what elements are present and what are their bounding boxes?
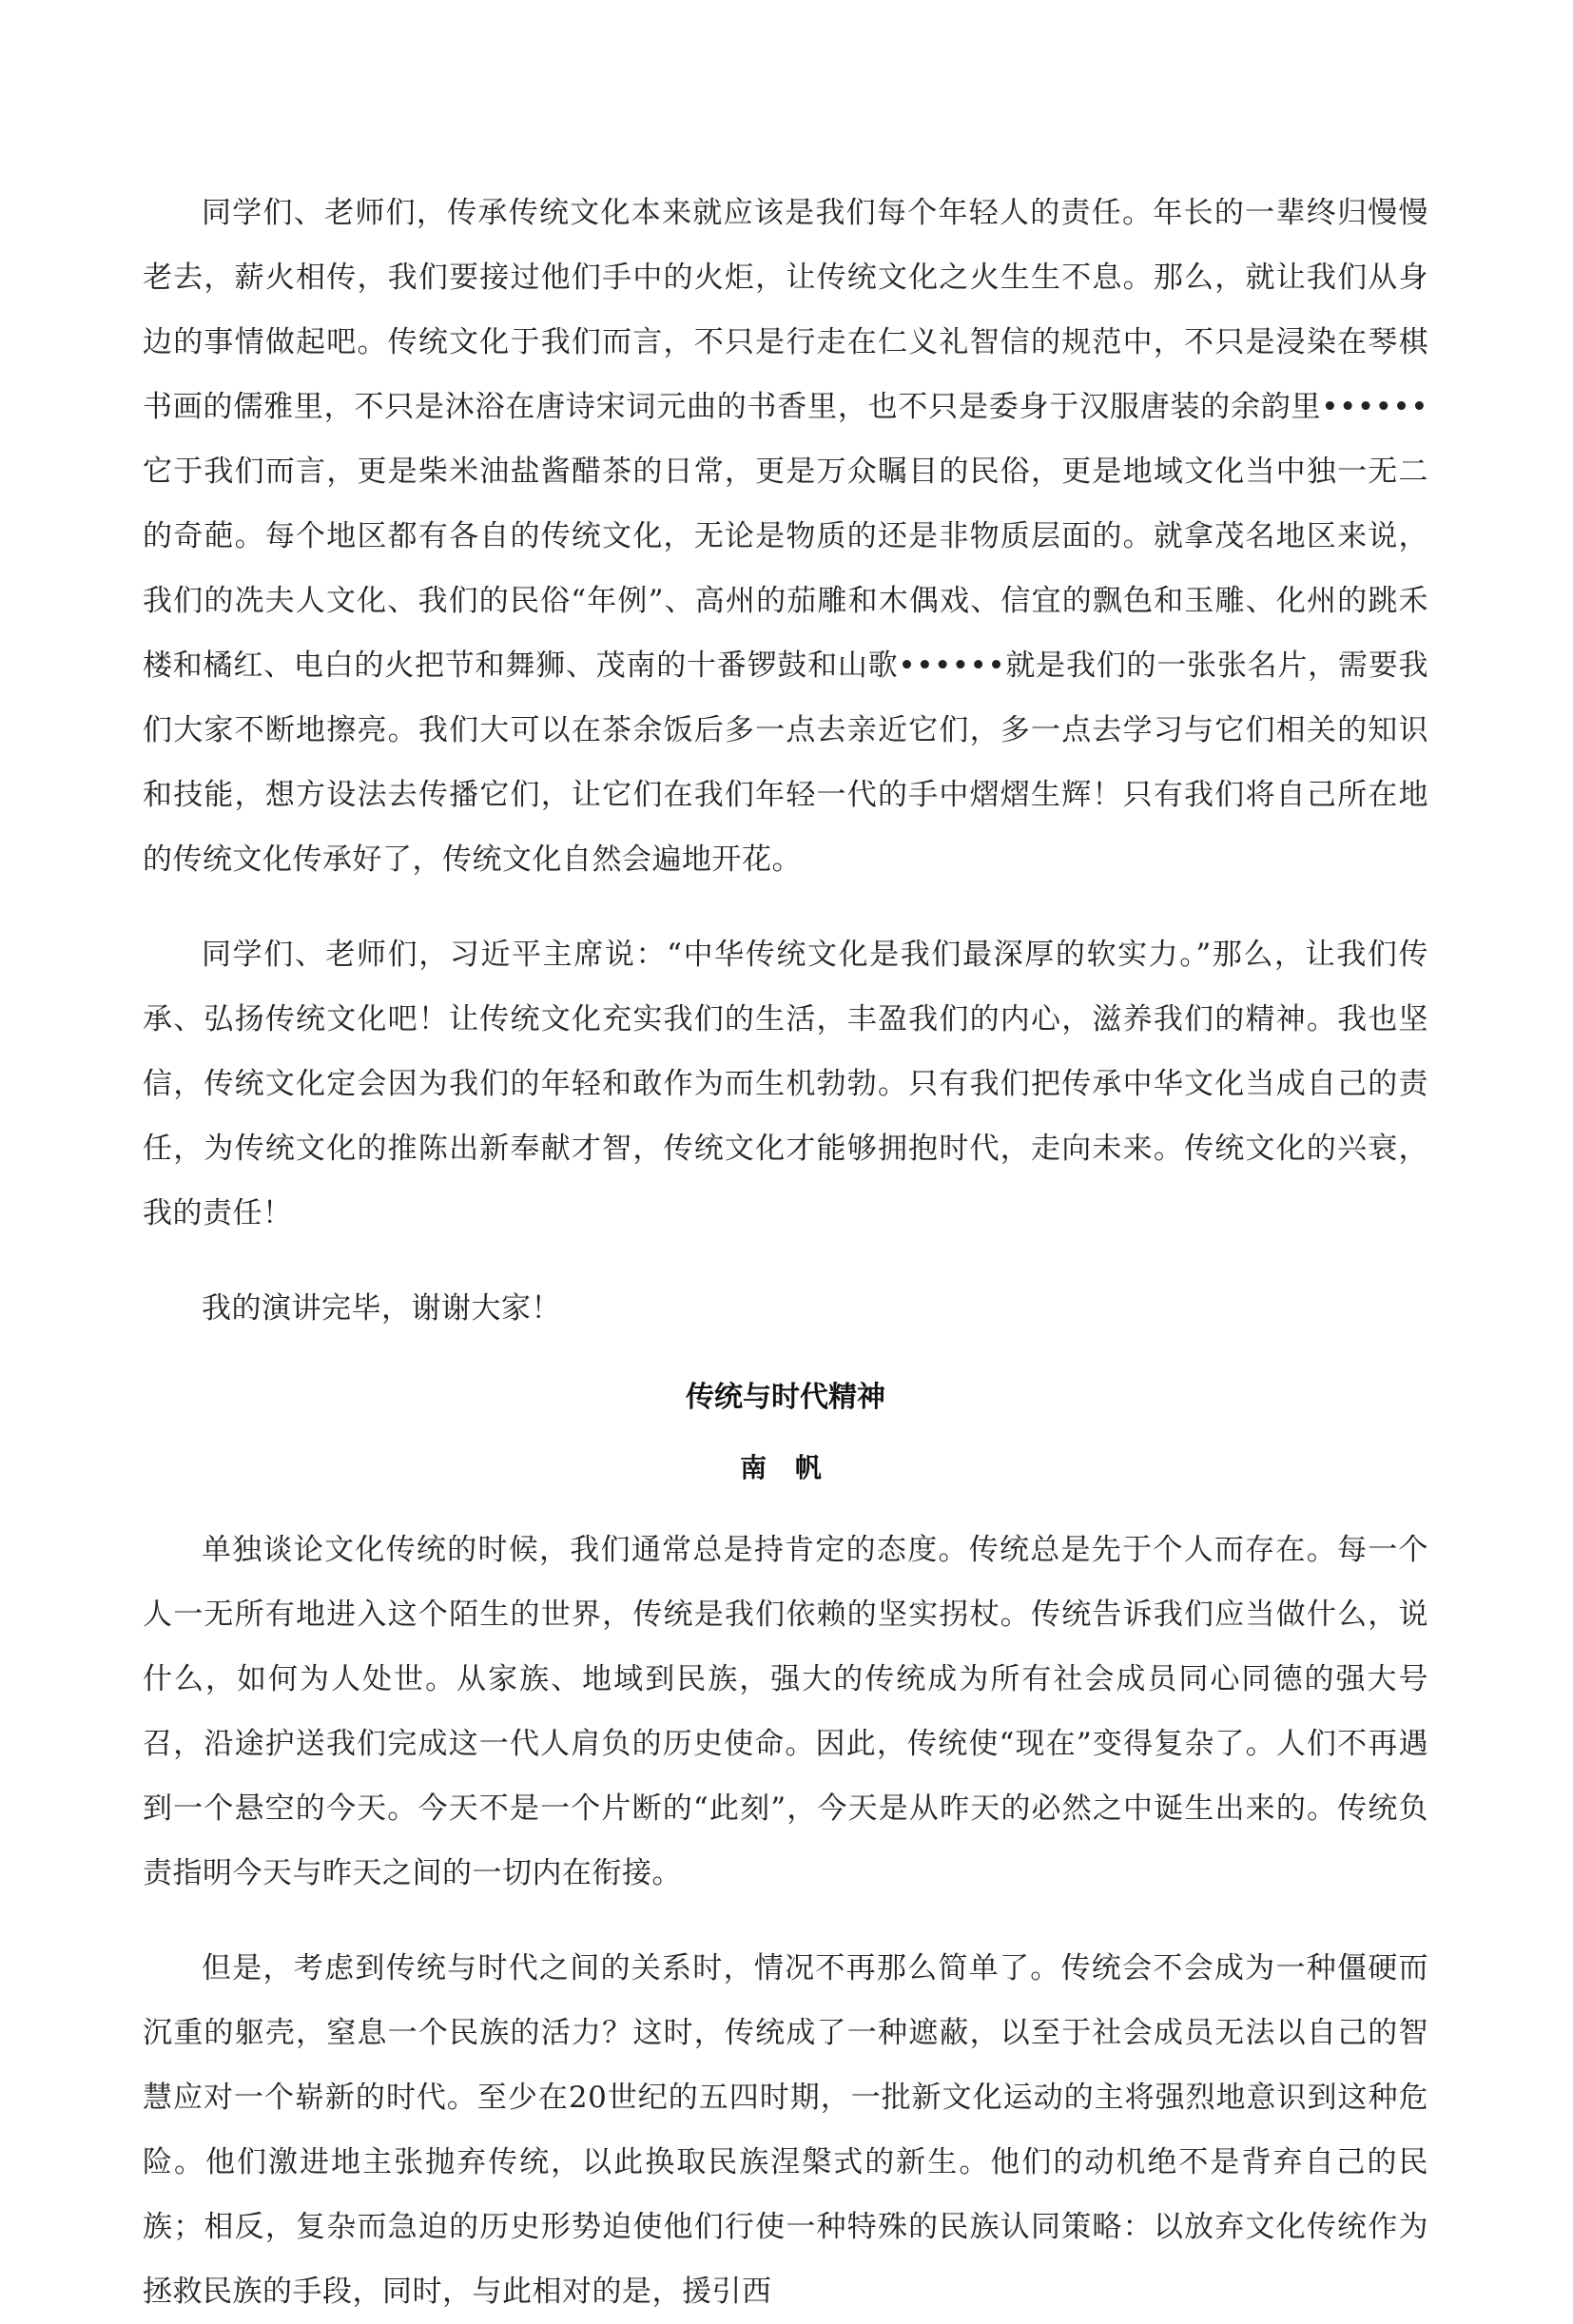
speech-closing: 我的演讲完毕，谢谢大家！ — [202, 1291, 561, 1326]
article-author: 南 帆 — [740, 1452, 831, 1483]
article-paragraph-1: 单独谈论文化传统的时候，我们通常总是持肯定的态度。传统总是先于个人而存在。每一个人一无所有地进入这个陌生的世界，传统是我们依赖的坚实拐杖。传统告诉我们应当做什么，说什么，如何为人处世。从家族、地域到民族，强大的传统成为所有社会成员同心同德的强大号召，沿途护送我们完成这一代人肩负的历史使命。因此，传统使“现在”变得复杂了。人们不再遇到一个悬空的今天。今天不是一个片断的“此刻”，今天是从昨天的必然之中诞生出来的。传统负责指明今天与昨天之间的一切内在衔接。 — [143, 1533, 1428, 1890]
speech-paragraph-1: 同学们、老师们，传承传统文化本来就应该是我们每个年轻人的责任。年长的一辈终归慢慢老去，薪火相传，我们要接过他们手中的火炬，让传统文化之火生生不息。那么，就让我们从身边的事情做起吧。传统文化于我们而言，不只是行走在仁义礼智信的规范中，不只是浸染在琴棋书画的儒雅里，不只是沐浴在唐诗宋词元曲的书香里，也不只是委身于汉服唐装的余韵里••••••它于我们而言，更是柴米油盐酱醋茶的日常，更是万众瞩目的民俗，更是地域文化当中独一无二的奇葩。每个地区都有各自的传统文化，无论是物质的还是非物质层面的。就拿茂名地区来说，我们的冼夫人文化、我们的民俗“年例”、高州的茄雕和木偶戏、信宜的飘色和玉雕、化州的跳禾楼和橘红、电白的火把节和舞狮、茂南的十番锣鼓和山歌••••••就是我们的一张张名片，需要我们大家不断地擦亮。我们大可以在茶余饭后多一点去亲近它们，多一点去学习与它们相关的知识和技能，想方设法去传播它们，让它们在我们年轻一代的手中熠熠生辉！只有我们将自己所在地的传统文化传承好了，传统文化自然会遍地开花。 — [143, 196, 1428, 877]
document-body — [143, 181, 1428, 2324]
article-paragraph-2: 但是，考虑到传统与时代之间的关系时，情况不再那么简单了。传统会不会成为一种僵硬而沉重的躯壳，窒息一个民族的活力？这时，传统成了一种遮蔽，以至于社会成员无法以自己的智慧应对一个崭新的时代。至少在20世纪的五四时期，一批新文化运动的主将强烈地意识到这种危险。他们激进地主张抛弃传统，以此换取民族涅槃式的新生。他们的动机绝不是背弃自己的民族；相反，复杂而急迫的历史形势迫使他们行使一种特殊的民族认同策略：以放弃文化传统作为拯救民族的手段，同时，与此相对的是，援引西 — [143, 1951, 1428, 2309]
speech-paragraph-2: 同学们、老师们，习近平主席说：“中华传统文化是我们最深厚的软实力。”那么，让我们传承、弘扬传统文化吧！让传统文化充实我们的生活，丰盈我们的内心，滋养我们的精神。我也坚信，传统文化定会因为我们的年轻和敢作为而生机勃勃。只有我们把传承中华文化当成自己的责任，为传统文化的推陈出新奉献才智，传统文化才能够拥抱时代，走向未来。传统文化的兴衰，我的责任！ — [143, 938, 1428, 1230]
article-title: 传统与时代精神 — [686, 1381, 885, 1414]
